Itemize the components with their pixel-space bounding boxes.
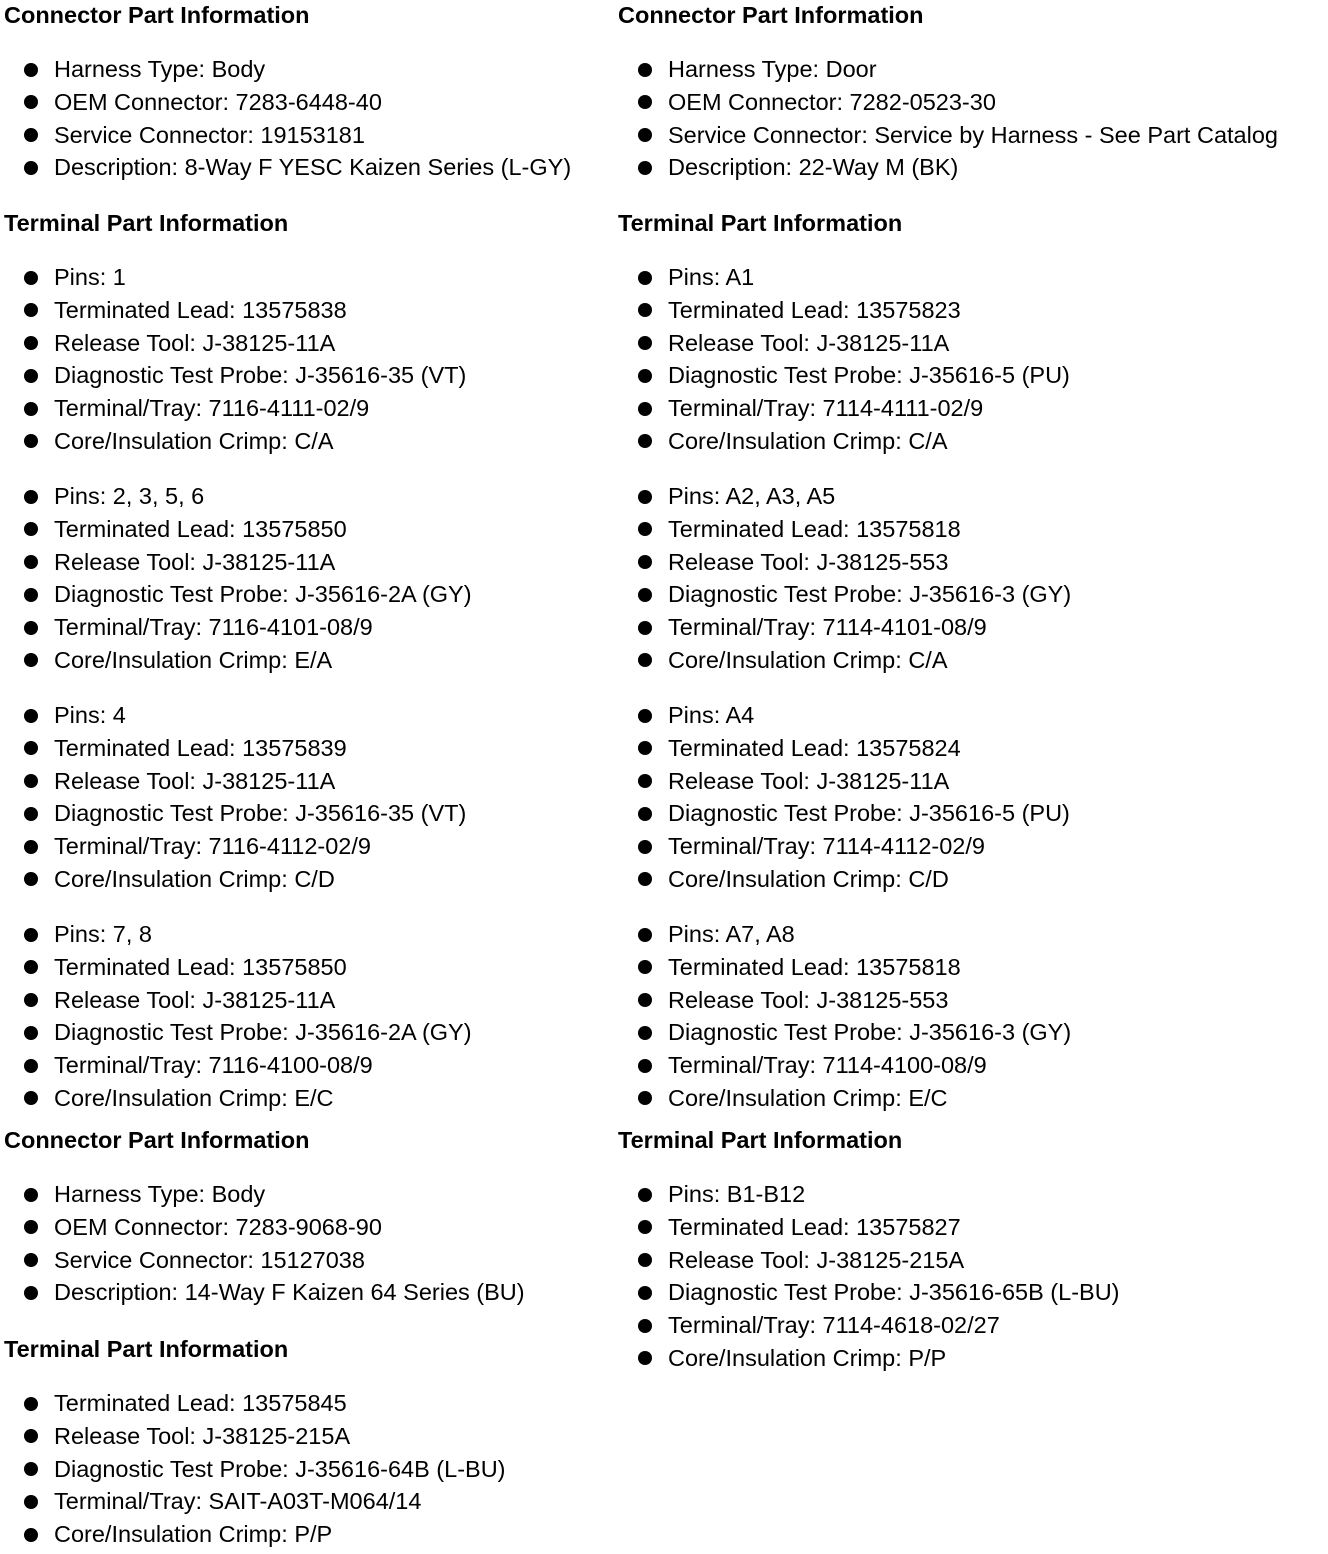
list-item: Release Tool: J-38125-11A — [4, 984, 612, 1017]
list-item: OEM Connector: 7283-6448-40 — [4, 86, 612, 119]
list-item: Service Connector: 15127038 — [4, 1244, 612, 1277]
list-item: Release Tool: J-38125-215A — [4, 1420, 612, 1453]
list-item: OEM Connector: 7283-9068-90 — [4, 1211, 612, 1244]
list-item: Pins: B1-B12 — [618, 1178, 1324, 1211]
terminal-group — [618, 918, 1324, 1115]
list-item: Release Tool: J-38125-11A — [4, 546, 612, 579]
list-item: Pins: A2, A3, A5 — [618, 480, 1324, 513]
list-item: Service Connector: 19153181 — [4, 119, 612, 152]
list-item: Core/Insulation Crimp: C/A — [4, 425, 612, 458]
list-item: Diagnostic Test Probe: J-35616-65B (L-BU) — [618, 1276, 1324, 1309]
list-item: Release Tool: J-38125-11A — [618, 327, 1324, 360]
list-item: Core/Insulation Crimp: C/A — [618, 425, 1324, 458]
list-item: Release Tool: J-38125-215A — [618, 1244, 1324, 1277]
list-item: Terminated Lead: 13575827 — [618, 1211, 1324, 1244]
section-heading: Connector Part Information — [618, 2, 924, 28]
section-heading: Terminal Part Information — [4, 1336, 289, 1362]
list-item: Terminal/Tray: 7116-4112-02/9 — [4, 830, 612, 863]
list-item: Terminated Lead: 13575850 — [4, 513, 612, 546]
list-item: Pins: 7, 8 — [4, 918, 612, 951]
list-item: Terminated Lead: 13575839 — [4, 732, 612, 765]
list-item: Diagnostic Test Probe: J-35616-3 (GY) — [618, 578, 1324, 611]
terminal-group — [4, 699, 612, 896]
connector-part-section — [618, 0, 1324, 30]
list-item: Core/Insulation Crimp: C/D — [618, 863, 1324, 896]
terminal-group — [4, 918, 612, 1115]
list-item: Core/Insulation Crimp: E/A — [4, 644, 612, 677]
list-item: Terminal/Tray: 7116-4101-08/9 — [4, 611, 612, 644]
terminal-group — [4, 261, 612, 458]
connector-part-section — [4, 0, 612, 30]
terminal-part-section — [4, 208, 612, 238]
terminal-group — [618, 699, 1324, 896]
list-item: Diagnostic Test Probe: J-35616-3 (GY) — [618, 1016, 1324, 1049]
connector-part-list — [4, 1178, 612, 1309]
list-item: Service Connector: Service by Harness - See Part Catalog — [618, 119, 1324, 152]
list-item: Pins: 2, 3, 5, 6 — [4, 480, 612, 513]
section-heading: Terminal Part Information — [4, 210, 289, 236]
list-item: Core/Insulation Crimp: P/P — [618, 1342, 1324, 1375]
list-item: Description: 22-Way M (BK) — [618, 151, 1324, 184]
list-item: Pins: 1 — [4, 261, 612, 294]
list-item: Pins: 4 — [4, 699, 612, 732]
list-item: Release Tool: J-38125-11A — [4, 765, 612, 798]
list-item: Terminated Lead: 13575850 — [4, 951, 612, 984]
terminal-group — [618, 480, 1324, 677]
list-item: Core/Insulation Crimp: E/C — [4, 1082, 612, 1115]
list-item: Diagnostic Test Probe: J-35616-35 (VT) — [4, 359, 612, 392]
connector-part-list — [618, 53, 1324, 184]
list-item: Pins: A4 — [618, 699, 1324, 732]
list-item: Terminal/Tray: 7114-4111-02/9 — [618, 392, 1324, 425]
list-item: Terminal/Tray: 7114-4100-08/9 — [618, 1049, 1324, 1082]
section-heading: Connector Part Information — [4, 2, 310, 28]
terminal-group — [4, 480, 612, 677]
list-item: OEM Connector: 7282-0523-30 — [618, 86, 1324, 119]
list-item: Terminal/Tray: 7116-4111-02/9 — [4, 392, 612, 425]
terminal-part-section — [618, 1125, 1324, 1155]
list-item: Release Tool: J-38125-553 — [618, 546, 1324, 579]
terminal-group — [618, 1178, 1324, 1375]
list-item: Pins: A7, A8 — [618, 918, 1324, 951]
list-item: Diagnostic Test Probe: J-35616-5 (PU) — [618, 797, 1324, 830]
list-item: Terminated Lead: 13575818 — [618, 513, 1324, 546]
section-heading: Connector Part Information — [4, 1127, 310, 1153]
list-item: Harness Type: Body — [4, 1178, 612, 1211]
list-item: Harness Type: Door — [618, 53, 1324, 86]
list-item: Terminal/Tray: 7116-4100-08/9 — [4, 1049, 612, 1082]
list-item: Terminated Lead: 13575845 — [4, 1387, 612, 1420]
terminal-part-section — [4, 1334, 612, 1364]
list-item: Terminated Lead: 13575824 — [618, 732, 1324, 765]
list-item: Terminated Lead: 13575838 — [4, 294, 612, 327]
terminal-group — [4, 1387, 612, 1551]
list-item: Diagnostic Test Probe: J-35616-2A (GY) — [4, 578, 612, 611]
terminal-part-section — [618, 208, 1324, 238]
list-item: Description: 8-Way F YESC Kaizen Series (L-GY) — [4, 151, 612, 184]
list-item: Terminal/Tray: 7114-4112-02/9 — [618, 830, 1324, 863]
section-heading: Terminal Part Information — [618, 210, 903, 236]
list-item: Release Tool: J-38125-553 — [618, 984, 1324, 1017]
list-item: Terminal/Tray: 7114-4101-08/9 — [618, 611, 1324, 644]
list-item: Diagnostic Test Probe: J-35616-5 (PU) — [618, 359, 1324, 392]
connector-part-section — [4, 1125, 612, 1155]
list-item: Core/Insulation Crimp: C/A — [618, 644, 1324, 677]
list-item: Terminal/Tray: 7114-4618-02/27 — [618, 1309, 1324, 1342]
list-item: Description: 14-Way F Kaizen 64 Series (BU) — [4, 1276, 612, 1309]
list-item: Diagnostic Test Probe: J-35616-35 (VT) — [4, 797, 612, 830]
list-item: Terminated Lead: 13575823 — [618, 294, 1324, 327]
list-item: Harness Type: Body — [4, 53, 612, 86]
list-item: Pins: A1 — [618, 261, 1324, 294]
connector-part-list — [4, 53, 612, 184]
list-item: Core/Insulation Crimp: E/C — [618, 1082, 1324, 1115]
list-item: Release Tool: J-38125-11A — [4, 327, 612, 360]
list-item: Diagnostic Test Probe: J-35616-64B (L-BU) — [4, 1453, 612, 1486]
terminal-group — [618, 261, 1324, 458]
list-item: Terminated Lead: 13575818 — [618, 951, 1324, 984]
list-item: Diagnostic Test Probe: J-35616-2A (GY) — [4, 1016, 612, 1049]
list-item: Release Tool: J-38125-11A — [618, 765, 1324, 798]
list-item: Core/Insulation Crimp: C/D — [4, 863, 612, 896]
list-item: Terminal/Tray: SAIT-A03T-M064/14 — [4, 1485, 612, 1518]
section-heading: Terminal Part Information — [618, 1127, 903, 1153]
list-item: Core/Insulation Crimp: P/P — [4, 1518, 612, 1551]
